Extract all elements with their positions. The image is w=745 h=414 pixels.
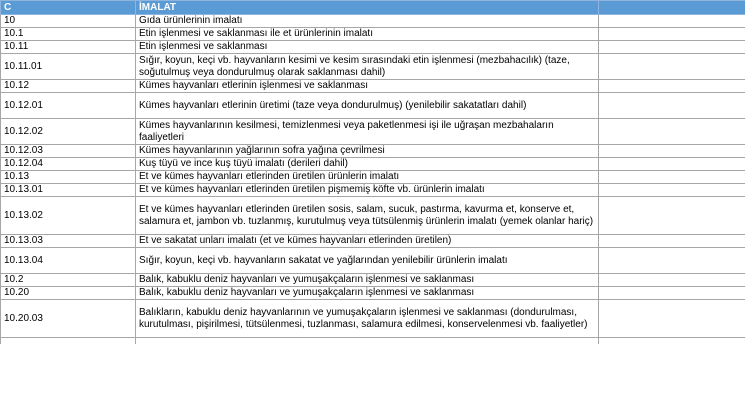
cell-description[interactable]: Balık, kabuklu deniz hayvanları ve yumuşakçaların işlenmesi ve saklanması	[136, 274, 599, 287]
cell-code[interactable]: 10	[1, 15, 136, 28]
table-row	[1, 41, 745, 54]
cell-code[interactable]: 10.20.03	[1, 300, 136, 338]
cell-extra[interactable]	[599, 338, 745, 345]
cell-code[interactable]: 10.12.03	[1, 145, 136, 158]
cell-code[interactable]: 10.11	[1, 41, 136, 54]
cell-code[interactable]: 10.11.01	[1, 54, 136, 80]
cell-code[interactable]: 10.12	[1, 80, 136, 93]
cell-code[interactable]: 10.12.04	[1, 158, 136, 171]
cell-extra[interactable]	[599, 28, 745, 41]
cell-code[interactable]: 10.13.03	[1, 235, 136, 248]
table-row	[1, 248, 745, 274]
cell-description[interactable]: Et ve kümes hayvanları etlerinden üretilen sosis, salam, sucuk, pastırma, kavurma et, konserve et, salamura et, jambon vb. tuzlanmış, kurutulmuş veya tütsülenmiş ürünlerin imalatı (yemek olanlar hariç)	[136, 197, 599, 235]
cell-description[interactable]: Kümes hayvanlarının kesilmesi, temizlenmesi veya paketlenmesi işi ile uğraşan mezbahaların faaliyetleri	[136, 119, 599, 145]
cell-description[interactable]: Etin işlenmesi ve saklanması	[136, 41, 599, 54]
cell-code[interactable]: 10.13.01	[1, 184, 136, 197]
header-extra[interactable]	[599, 1, 745, 15]
cell-description[interactable]: Sığır, koyun, keçi vb. hayvanların kesimi ve kesim sırasındaki etin işlenmesi (mezbahacılık) (taze, soğutulmuş veya dondurulmuş olarak saklanması dahil)	[136, 54, 599, 80]
table-row	[1, 287, 745, 300]
cell-description[interactable]	[136, 338, 599, 345]
cell-extra[interactable]	[599, 287, 745, 300]
cell-extra[interactable]	[599, 158, 745, 171]
table-row	[1, 145, 745, 158]
cell-code[interactable]: 10.1	[1, 28, 136, 41]
cell-code[interactable]: 10.2	[1, 274, 136, 287]
cell-code[interactable]: 10.12.01	[1, 93, 136, 119]
cell-code[interactable]: 10.13.04	[1, 248, 136, 274]
cell-code[interactable]	[1, 338, 136, 345]
cell-description[interactable]: Kümes hayvanları etlerinin işlenmesi ve saklanması	[136, 80, 599, 93]
table-row	[1, 158, 745, 171]
table-row	[1, 300, 745, 338]
cell-description[interactable]: Et ve kümes hayvanları etlerinden üretilen ürünlerin imalatı	[136, 171, 599, 184]
table-row	[1, 28, 745, 41]
cell-extra[interactable]	[599, 171, 745, 184]
cell-description[interactable]: Kuş tüyü ve ince kuş tüyü imalatı (derileri dahil)	[136, 158, 599, 171]
cell-description[interactable]: Et ve sakatat unları imalatı (et ve kümes hayvanları etlerinden üretilen)	[136, 235, 599, 248]
cell-extra[interactable]	[599, 184, 745, 197]
cell-description[interactable]: Gıda ürünlerinin imalatı	[136, 15, 599, 28]
table-row	[1, 93, 745, 119]
cell-extra[interactable]	[599, 235, 745, 248]
cell-extra[interactable]	[599, 119, 745, 145]
table-row	[1, 338, 745, 345]
table-row	[1, 119, 745, 145]
cell-description[interactable]: Etin işlenmesi ve saklanması ile et ürünlerinin imalatı	[136, 28, 599, 41]
table-row	[1, 15, 745, 28]
cell-code[interactable]: 10.20	[1, 287, 136, 300]
cell-extra[interactable]	[599, 80, 745, 93]
cell-description[interactable]: Sığır, koyun, keçi vb. hayvanların sakatat ve yağlarından yenilebilir ürünlerin imalatı	[136, 248, 599, 274]
cell-code[interactable]: 10.13.02	[1, 197, 136, 235]
cell-description[interactable]: Kümes hayvanları etlerinin üretimi (taze veya dondurulmuş) (yenilebilir sakatatları dahil)	[136, 93, 599, 119]
header-row	[1, 1, 745, 15]
cell-description[interactable]: Et ve kümes hayvanları etlerinden üretilen pişmemiş köfte vb. ürünlerin imalatı	[136, 184, 599, 197]
cell-code[interactable]: 10.13	[1, 171, 136, 184]
table-row	[1, 274, 745, 287]
cell-extra[interactable]	[599, 15, 745, 28]
cell-extra[interactable]	[599, 54, 745, 80]
table-row	[1, 184, 745, 197]
cell-extra[interactable]	[599, 197, 745, 235]
header-code[interactable]: C	[1, 1, 136, 15]
table-row	[1, 197, 745, 235]
cell-extra[interactable]	[599, 93, 745, 119]
cell-extra[interactable]	[599, 274, 745, 287]
table-row	[1, 235, 745, 248]
cell-description[interactable]: Balıkların, kabuklu deniz hayvanlarının ve yumuşakçaların işlenmesi ve saklanması (dondurulması, kurutulması, pişirilmesi, tütsülenmesi, tuzlanması, salamura edilmesi, konservelenmesi vb. faaliyetler)	[136, 300, 599, 338]
table-row	[1, 80, 745, 93]
cell-extra[interactable]	[599, 41, 745, 54]
cell-extra[interactable]	[599, 145, 745, 158]
cell-description[interactable]: Kümes hayvanlarının yağlarının sofra yağına çevrilmesi	[136, 145, 599, 158]
cell-description[interactable]: Balık, kabuklu deniz hayvanları ve yumuşakçaların işlenmesi ve saklanması	[136, 287, 599, 300]
cell-extra[interactable]	[599, 248, 745, 274]
cell-code[interactable]: 10.12.02	[1, 119, 136, 145]
table-row	[1, 171, 745, 184]
header-description[interactable]: İMALAT	[136, 1, 599, 15]
cell-extra[interactable]	[599, 300, 745, 338]
table-row	[1, 54, 745, 80]
